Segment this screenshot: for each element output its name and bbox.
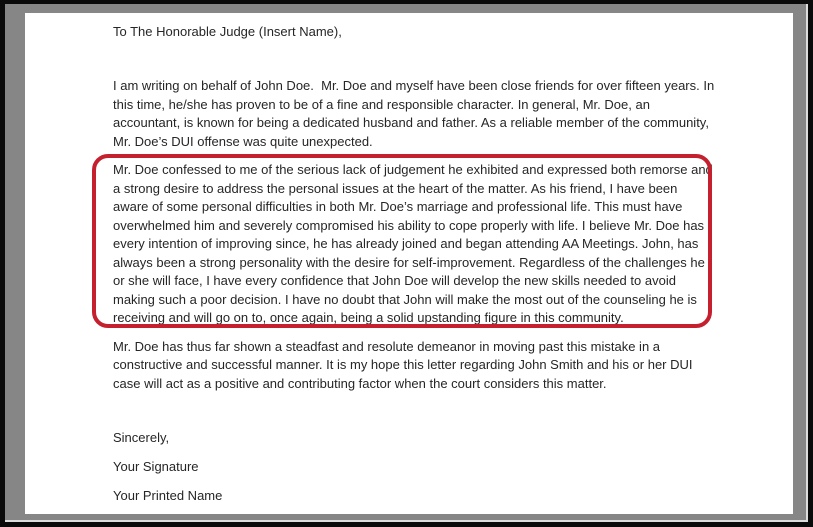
paragraph-conclusion: [113, 338, 707, 394]
text-line: overwhelmed him and severely compromised his ability to cope properly with life. I believe Mr. Doe has: [113, 217, 705, 233]
document-page: [25, 13, 793, 514]
closing-sincerely: Sincerely,: [113, 429, 170, 445]
closing-printed-name: Your Printed Name: [113, 487, 223, 503]
text-line: aware of some personal difficulties in both Mr. Doe’s marriage and professional life. This must have: [113, 199, 683, 214]
text-line: Mr. Doe confessed to me of the serious lack of judgement he exhibited and expressed both remorse and: [113, 162, 713, 177]
text-line: I am writing on behalf of John Doe. Mr. Doe and myself have been close friends for over fifteen years. In: [113, 78, 715, 93]
text-line: or she will face, I have every confidence that John Doe will develop the new skills needed to avoid: [113, 273, 676, 288]
text-line: Mr. Doe’s DUI offense was quite unexpected.: [113, 133, 373, 149]
text-line: accountant, is known for being a dedicated husband and father. As a reliable member of the community,: [113, 115, 709, 130]
text-line: always been a strong personality with the desire for self-improvement. Regardless of the challenges he: [113, 254, 705, 270]
window-matte: [5, 4, 808, 522]
paragraph-intro: [113, 77, 715, 151]
text-line: Mr. Doe has thus far shown a steadfast and resolute demeanor in moving past this mistake in a: [113, 338, 661, 354]
closing-signature: Your Signature: [113, 458, 199, 474]
text-line: receiving and will go on to, once again, being a solid upstanding figure in this community.: [113, 310, 624, 325]
text-line: making such a poor decision. I have no doubt that John will make the most out of the counseling he is: [113, 291, 697, 307]
text-line: constructive and successful manner. It is my hope this letter regarding John Smith and his or her DUI: [113, 357, 693, 372]
paragraph-highlighted: [113, 161, 713, 328]
text-line: case will act as a positive and contributing factor when the court considers this matter.: [113, 375, 607, 391]
text-line: this time, he/she has proven to be of a fine and responsible character. In general, Mr. Doe, an: [113, 96, 650, 112]
salutation: To The Honorable Judge (Insert Name),: [113, 24, 342, 39]
text-line: every intention of improving since, he has already joined and began attending AA Meetings. John, has: [113, 236, 699, 251]
text-line: a strong desire to address the personal issues at the heart of the matter. As his friend, I have been: [113, 180, 678, 196]
